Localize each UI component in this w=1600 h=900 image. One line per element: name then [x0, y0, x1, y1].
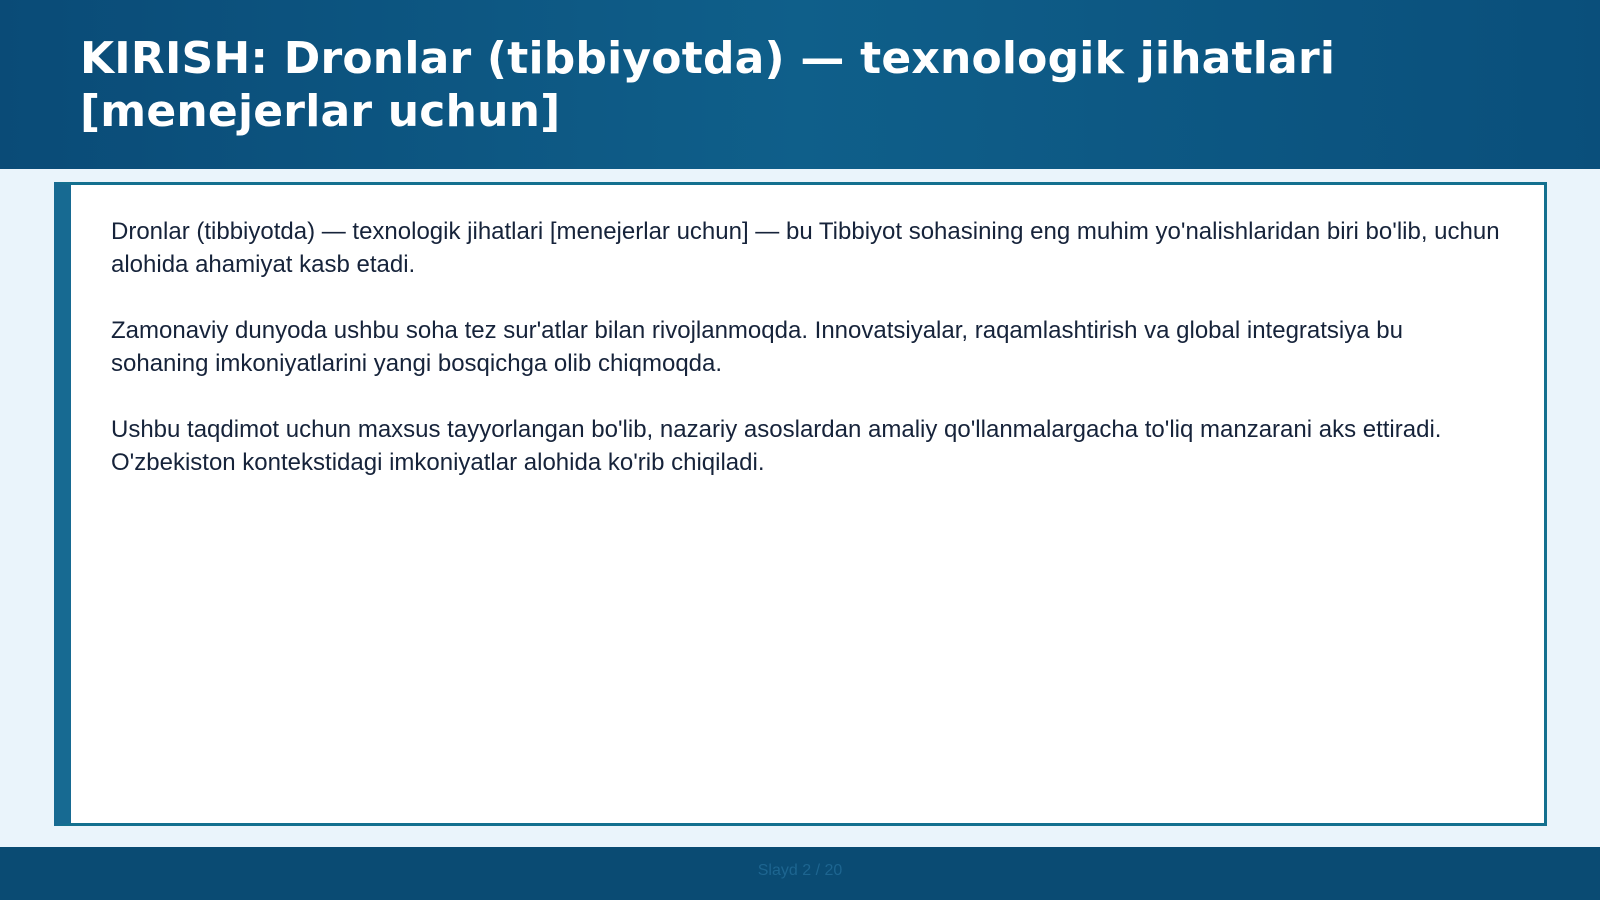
- slide-title: KIRISH: Dronlar (tibbiyotda) — texnologik jihatlari [menejerlar uchun]: [80, 33, 1336, 137]
- paragraph-presentation-scope: Ushbu taqdimot uchun maxsus tayyorlangan bo'lib, nazariy asoslardan amaliy qo'llanmalargacha to'liq manzarani aks ettiradi. O'zbekiston kontekstidagi imkoniyatlar alohida ko'rib chiqiladi.: [111, 416, 1442, 476]
- slide-number: Slayd 2 / 20: [757, 862, 843, 879]
- slide-header: [0, 0, 1600, 169]
- paragraph-modern-world: Zamonaviy dunyoda ushbu soha tez sur'atlar bilan rivojlanmoqda. Innovatsiyalar, raqamlashtirish va global integratsiya bu sohaning imkoniyatlarini yangi bosqichga olib chiqmoqda.: [111, 317, 1403, 377]
- content-card: [54, 182, 1547, 826]
- paragraph-intro: Dronlar (tibbiyotda) — texnologik jihatlari [menejerlar uchun] — bu Tibbiyot sohasining eng muhim yo'nalishlaridan biri bo'lib, uchun alohida ahamiyat kasb etadi.: [111, 218, 1500, 278]
- slide-footer: [0, 847, 1600, 900]
